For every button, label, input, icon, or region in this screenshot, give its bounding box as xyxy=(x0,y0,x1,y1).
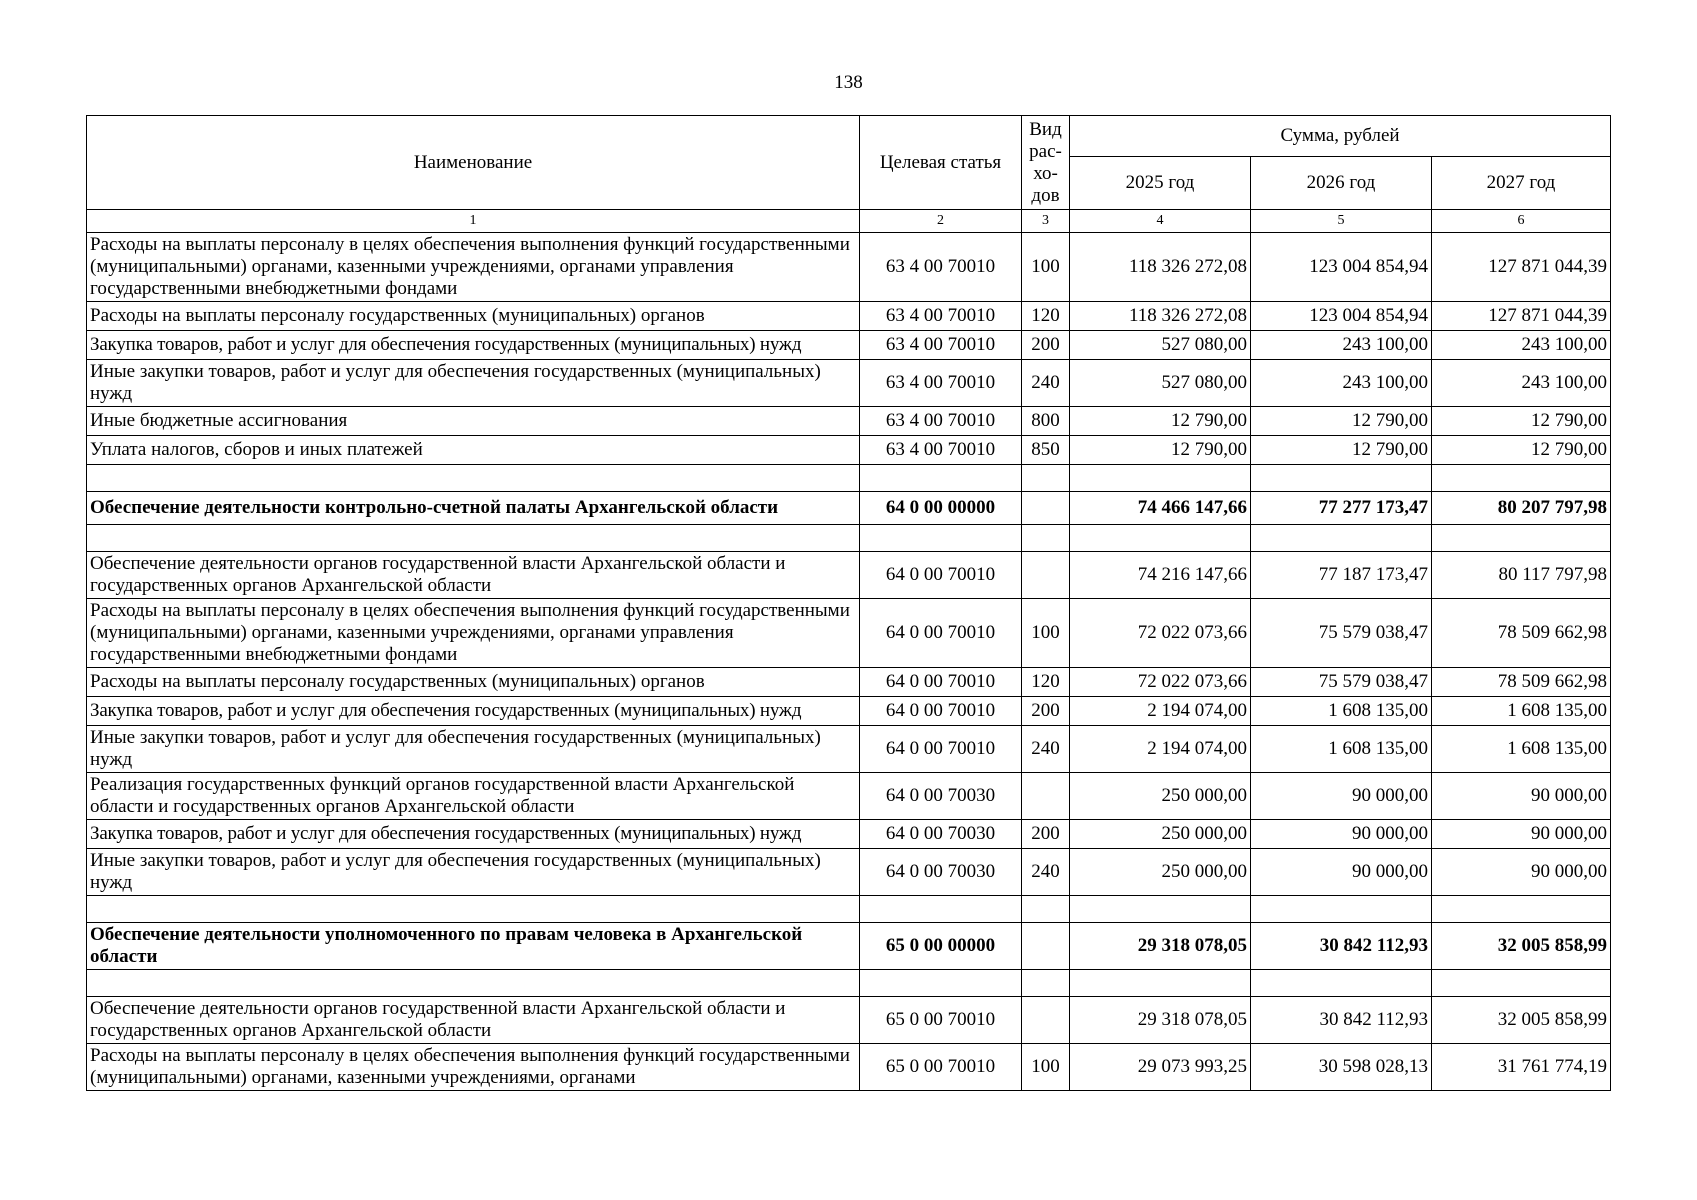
column-number: 3 xyxy=(1022,210,1070,233)
header-year-2025: 2025 год xyxy=(1070,157,1251,210)
row-code: 64 0 00 70030 xyxy=(860,820,1022,849)
header-expense-kind: Вид рас-хо-дов xyxy=(1022,116,1070,210)
header-year-2026: 2026 год xyxy=(1251,157,1432,210)
row-value-2026: 243 100,00 xyxy=(1251,331,1432,360)
section-row xyxy=(87,923,1611,970)
row-expense-kind: 240 xyxy=(1022,360,1070,407)
row-name: Обеспечение деятельности органов государственной власти Архангельской области и государственных органов Архангельской области xyxy=(87,997,860,1044)
row-value-2027: 127 871 044,39 xyxy=(1432,233,1611,302)
table-row xyxy=(87,726,1611,773)
table-row xyxy=(87,302,1611,331)
row-value-2025: 29 073 993,25 xyxy=(1070,1044,1251,1091)
row-expense-kind xyxy=(1022,773,1070,820)
table-row xyxy=(87,233,1611,302)
table-row xyxy=(87,407,1611,436)
spacer-row xyxy=(87,970,1611,997)
column-number: 6 xyxy=(1432,210,1611,233)
row-value-2025: 29 318 078,05 xyxy=(1070,923,1251,970)
row-name: Расходы на выплаты персоналу в целях обеспечения выполнения функций государственными (муниципальными) органами, казенными учреждениями, органами управления государственными внебюджетными фондами xyxy=(87,599,860,668)
row-code: 63 4 00 70010 xyxy=(860,436,1022,465)
row-value-2027: 90 000,00 xyxy=(1432,773,1611,820)
row-value-2025: 250 000,00 xyxy=(1070,773,1251,820)
section-row xyxy=(87,492,1611,525)
table-row xyxy=(87,697,1611,726)
row-expense-kind: 100 xyxy=(1022,1044,1070,1091)
row-value-2026: 77 277 173,47 xyxy=(1251,492,1432,525)
header-year-2027: 2027 год xyxy=(1432,157,1611,210)
row-value-2026: 90 000,00 xyxy=(1251,820,1432,849)
row-value-2026: 30 598 028,13 xyxy=(1251,1044,1432,1091)
row-value-2027: 127 871 044,39 xyxy=(1432,302,1611,331)
row-code: 65 0 00 00000 xyxy=(860,923,1022,970)
spacer-row xyxy=(87,465,1611,492)
row-value-2025: 74 216 147,66 xyxy=(1070,552,1251,599)
row-value-2026: 30 842 112,93 xyxy=(1251,923,1432,970)
row-name: Иные закупки товаров, работ и услуг для обеспечения государственных (муниципальных) нужд xyxy=(87,726,860,773)
table-row xyxy=(87,331,1611,360)
row-name: Закупка товаров, работ и услуг для обеспечения государственных (муниципальных) нужд xyxy=(87,820,860,849)
header-name: Наименование xyxy=(87,116,860,210)
row-value-2025: 72 022 073,66 xyxy=(1070,599,1251,668)
row-value-2026: 75 579 038,47 xyxy=(1251,668,1432,697)
row-name: Закупка товаров, работ и услуг для обеспечения государственных (муниципальных) нужд xyxy=(87,697,860,726)
row-value-2026: 12 790,00 xyxy=(1251,407,1432,436)
spacer-row xyxy=(87,896,1611,923)
row-name: Расходы на выплаты персоналу в целях обеспечения выполнения функций государственными (муниципальными) органами, казенными учреждениями, органами xyxy=(87,1044,860,1091)
column-number: 1 xyxy=(87,210,860,233)
page-number: 138 xyxy=(834,72,863,93)
row-expense-kind: 850 xyxy=(1022,436,1070,465)
row-value-2025: 29 318 078,05 xyxy=(1070,997,1251,1044)
row-name: Обеспечение деятельности органов государственной власти Архангельской области и государственных органов Архангельской области xyxy=(87,552,860,599)
column-numbers-row xyxy=(87,210,1611,233)
table-row xyxy=(87,849,1611,896)
row-value-2027: 12 790,00 xyxy=(1432,436,1611,465)
row-value-2027: 31 761 774,19 xyxy=(1432,1044,1611,1091)
row-value-2027: 243 100,00 xyxy=(1432,331,1611,360)
row-code: 63 4 00 70010 xyxy=(860,360,1022,407)
row-code: 63 4 00 70010 xyxy=(860,233,1022,302)
table-row xyxy=(87,599,1611,668)
row-value-2027: 243 100,00 xyxy=(1432,360,1611,407)
row-code: 64 0 00 70010 xyxy=(860,599,1022,668)
row-name: Расходы на выплаты персоналу в целях обеспечения выполнения функций государственными (муниципальными) органами, казенными учреждениями, органами управления государственными внебюджетными фондами xyxy=(87,233,860,302)
row-value-2026: 90 000,00 xyxy=(1251,849,1432,896)
row-expense-kind: 120 xyxy=(1022,302,1070,331)
row-value-2027: 12 790,00 xyxy=(1432,407,1611,436)
row-expense-kind: 100 xyxy=(1022,233,1070,302)
row-expense-kind: 800 xyxy=(1022,407,1070,436)
row-expense-kind xyxy=(1022,923,1070,970)
row-expense-kind xyxy=(1022,492,1070,525)
row-name: Расходы на выплаты персоналу государственных (муниципальных) органов xyxy=(87,668,860,697)
row-value-2027: 80 117 797,98 xyxy=(1432,552,1611,599)
row-expense-kind xyxy=(1022,997,1070,1044)
table-row xyxy=(87,773,1611,820)
row-expense-kind: 100 xyxy=(1022,599,1070,668)
row-expense-kind: 240 xyxy=(1022,849,1070,896)
row-expense-kind xyxy=(1022,552,1070,599)
row-name: Обеспечение деятельности уполномоченного по правам человека в Архангельской области xyxy=(87,923,860,970)
row-value-2027: 32 005 858,99 xyxy=(1432,997,1611,1044)
header-sum: Сумма, рублей xyxy=(1070,116,1611,157)
row-value-2026: 123 004 854,94 xyxy=(1251,302,1432,331)
row-code: 64 0 00 70010 xyxy=(860,668,1022,697)
row-code: 63 4 00 70010 xyxy=(860,331,1022,360)
row-name: Иные закупки товаров, работ и услуг для обеспечения государственных (муниципальных) нужд xyxy=(87,849,860,896)
table-row xyxy=(87,436,1611,465)
row-expense-kind: 240 xyxy=(1022,726,1070,773)
row-value-2026: 75 579 038,47 xyxy=(1251,599,1432,668)
table-row xyxy=(87,668,1611,697)
row-value-2025: 2 194 074,00 xyxy=(1070,726,1251,773)
row-name: Обеспечение деятельности контрольно-счетной палаты Архангельской области xyxy=(87,492,860,525)
row-value-2027: 78 509 662,98 xyxy=(1432,668,1611,697)
row-value-2026: 123 004 854,94 xyxy=(1251,233,1432,302)
row-code: 65 0 00 70010 xyxy=(860,997,1022,1044)
row-expense-kind: 120 xyxy=(1022,668,1070,697)
row-code: 64 0 00 70010 xyxy=(860,726,1022,773)
row-name: Закупка товаров, работ и услуг для обеспечения государственных (муниципальных) нужд xyxy=(87,331,860,360)
row-value-2027: 90 000,00 xyxy=(1432,820,1611,849)
row-expense-kind: 200 xyxy=(1022,697,1070,726)
table-row xyxy=(87,1044,1611,1091)
table-row xyxy=(87,820,1611,849)
table-row xyxy=(87,360,1611,407)
row-value-2025: 250 000,00 xyxy=(1070,820,1251,849)
row-value-2026: 77 187 173,47 xyxy=(1251,552,1432,599)
row-value-2027: 90 000,00 xyxy=(1432,849,1611,896)
row-value-2025: 12 790,00 xyxy=(1070,436,1251,465)
row-value-2026: 90 000,00 xyxy=(1251,773,1432,820)
table-row xyxy=(87,997,1611,1044)
header-target-article: Целевая статья xyxy=(860,116,1022,210)
row-value-2025: 2 194 074,00 xyxy=(1070,697,1251,726)
row-name: Иные бюджетные ассигнования xyxy=(87,407,860,436)
row-value-2025: 527 080,00 xyxy=(1070,360,1251,407)
row-name: Уплата налогов, сборов и иных платежей xyxy=(87,436,860,465)
row-code: 64 0 00 70030 xyxy=(860,773,1022,820)
row-value-2025: 72 022 073,66 xyxy=(1070,668,1251,697)
row-value-2026: 1 608 135,00 xyxy=(1251,726,1432,773)
row-code: 65 0 00 70010 xyxy=(860,1044,1022,1091)
row-code: 64 0 00 70010 xyxy=(860,552,1022,599)
column-number: 5 xyxy=(1251,210,1432,233)
row-value-2025: 250 000,00 xyxy=(1070,849,1251,896)
row-code: 64 0 00 70030 xyxy=(860,849,1022,896)
row-value-2026: 1 608 135,00 xyxy=(1251,697,1432,726)
row-code: 64 0 00 70010 xyxy=(860,697,1022,726)
row-value-2025: 118 326 272,08 xyxy=(1070,302,1251,331)
row-value-2025: 527 080,00 xyxy=(1070,331,1251,360)
row-name: Иные закупки товаров, работ и услуг для обеспечения государственных (муниципальных) нужд xyxy=(87,360,860,407)
table-row xyxy=(87,552,1611,599)
row-value-2025: 12 790,00 xyxy=(1070,407,1251,436)
row-value-2027: 1 608 135,00 xyxy=(1432,697,1611,726)
column-number: 4 xyxy=(1070,210,1251,233)
row-value-2027: 32 005 858,99 xyxy=(1432,923,1611,970)
row-value-2026: 243 100,00 xyxy=(1251,360,1432,407)
spacer-row xyxy=(87,525,1611,552)
row-expense-kind: 200 xyxy=(1022,820,1070,849)
row-name: Расходы на выплаты персоналу государственных (муниципальных) органов xyxy=(87,302,860,331)
row-value-2027: 1 608 135,00 xyxy=(1432,726,1611,773)
row-value-2026: 30 842 112,93 xyxy=(1251,997,1432,1044)
row-code: 63 4 00 70010 xyxy=(860,407,1022,436)
column-number: 2 xyxy=(860,210,1022,233)
row-expense-kind: 200 xyxy=(1022,331,1070,360)
row-code: 64 0 00 00000 xyxy=(860,492,1022,525)
budget-table xyxy=(86,115,1611,1091)
row-value-2027: 78 509 662,98 xyxy=(1432,599,1611,668)
row-value-2025: 118 326 272,08 xyxy=(1070,233,1251,302)
row-name: Реализация государственных функций органов государственной власти Архангельской области и государственных органов Архангельской области xyxy=(87,773,860,820)
row-code: 63 4 00 70010 xyxy=(860,302,1022,331)
row-value-2026: 12 790,00 xyxy=(1251,436,1432,465)
row-value-2027: 80 207 797,98 xyxy=(1432,492,1611,525)
row-value-2025: 74 466 147,66 xyxy=(1070,492,1251,525)
